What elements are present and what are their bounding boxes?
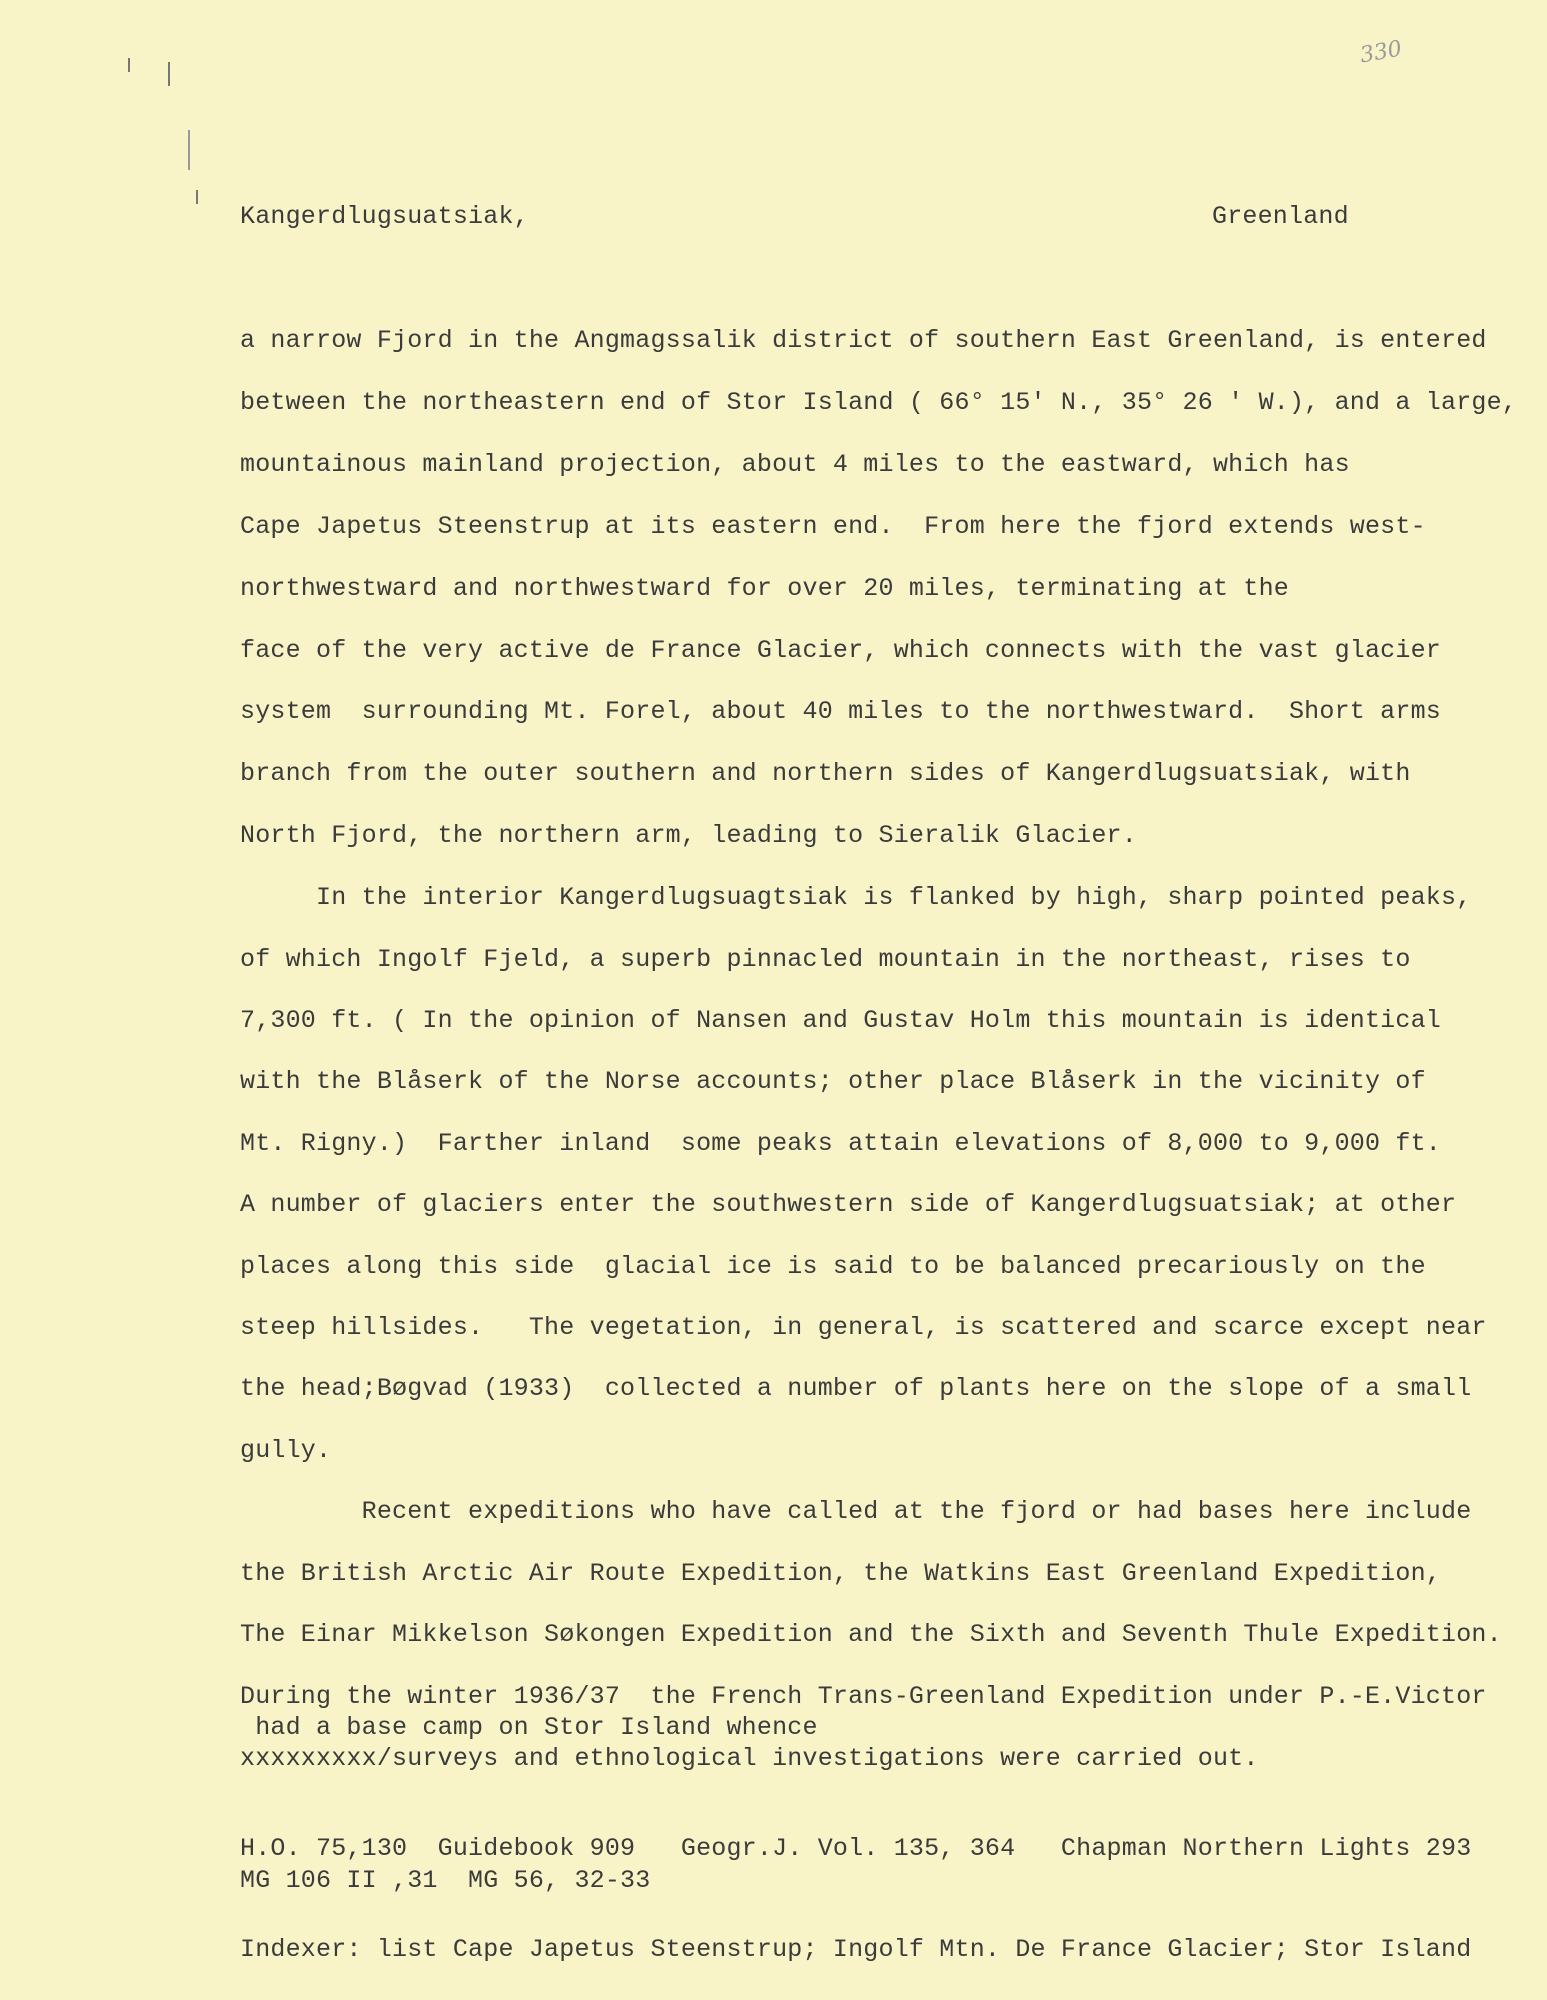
text-line: Recent expeditions who have called at the fjord or had bases here include bbox=[240, 1497, 1472, 1526]
text-line: mountainous mainland projection, about 4 miles to the eastward, which has bbox=[240, 450, 1350, 479]
text-line: between the northeastern end of Stor Island ( 66° 15' N., 35° 26 ' W.), and a large, bbox=[240, 388, 1518, 417]
text-line: of which Ingolf Fjeld, a superb pinnacled mountain in the northeast, rises to bbox=[240, 945, 1411, 974]
text-line: with the Blåserk of the Norse accounts; other place Blåserk in the vicinity of bbox=[240, 1067, 1426, 1096]
text-line: the head;Bøgvad (1933) collected a number of plants here on the slope of a small bbox=[240, 1374, 1472, 1403]
text-line: 7,300 ft. ( In the opinion of Nansen and Gustav Holm this mountain is identical bbox=[240, 1006, 1441, 1035]
text-line: had a base camp on Stor Island whence bbox=[240, 1713, 818, 1742]
page-number: 330 bbox=[1358, 36, 1404, 69]
text-line: Cape Japetus Steenstrup at its eastern end. From here the fjord extends west- bbox=[240, 512, 1426, 541]
reference-line: MG 106 II ,31 MG 56, 32-33 bbox=[240, 1866, 651, 1895]
text-line: system surrounding Mt. Forel, about 40 miles to the northwestward. Short arms bbox=[240, 697, 1441, 726]
text-line: The Einar Mikkelson Søkongen Expedition and the Sixth and Seventh Thule Expedition. bbox=[240, 1620, 1502, 1649]
margin-mark bbox=[188, 130, 190, 170]
reference-line: H.O. 75,130 Guidebook 909 Geogr.J. Vol. 135, 364 Chapman Northern Lights 293 bbox=[240, 1834, 1472, 1863]
text-line: Mt. Rigny.) Farther inland some peaks attain elevations of 8,000 to 9,000 ft. bbox=[240, 1129, 1441, 1158]
text-line: steep hillsides. The vegetation, in general, is scattered and scarce except near bbox=[240, 1313, 1487, 1342]
margin-mark bbox=[196, 190, 198, 204]
indexer-note: Indexer: list Cape Japetus Steenstrup; Ingolf Mtn. De France Glacier; Stor Island bbox=[240, 1935, 1472, 1964]
text-line: During the winter 1936/37 the French Trans-Greenland Expedition under P.-E.Victor bbox=[240, 1682, 1487, 1711]
heading-region: Greenland bbox=[1212, 202, 1349, 231]
margin-mark bbox=[168, 62, 170, 86]
text-line: a narrow Fjord in the Angmagssalik district of southern East Greenland, is entered bbox=[240, 326, 1487, 355]
text-line: A number of glaciers enter the southwestern side of Kangerdlugsuatsiak; at other bbox=[240, 1190, 1457, 1219]
text-line: North Fjord, the northern arm, leading to Sieralik Glacier. bbox=[240, 821, 1137, 850]
text-line: gully. bbox=[240, 1436, 332, 1465]
text-line: the British Arctic Air Route Expedition, the Watkins East Greenland Expedition, bbox=[240, 1559, 1441, 1588]
margin-mark bbox=[128, 58, 130, 72]
text-line: places along this side glacial ice is said to be balanced precariously on the bbox=[240, 1252, 1426, 1281]
text-line: branch from the outer southern and northern sides of Kangerdlugsuatsiak, with bbox=[240, 759, 1411, 788]
text-line: xxxxxxxxx/surveys and ethnological investigations were carried out. bbox=[240, 1744, 1259, 1773]
text-line: In the interior Kangerdlugsuagtsiak is flanked by high, sharp pointed peaks, bbox=[240, 883, 1472, 912]
text-line: face of the very active de France Glacier, which connects with the vast glacier bbox=[240, 636, 1441, 665]
text-line: northwestward and northwestward for over 20 miles, terminating at the bbox=[240, 574, 1289, 603]
heading-place: Kangerdlugsuatsiak, bbox=[240, 202, 529, 231]
